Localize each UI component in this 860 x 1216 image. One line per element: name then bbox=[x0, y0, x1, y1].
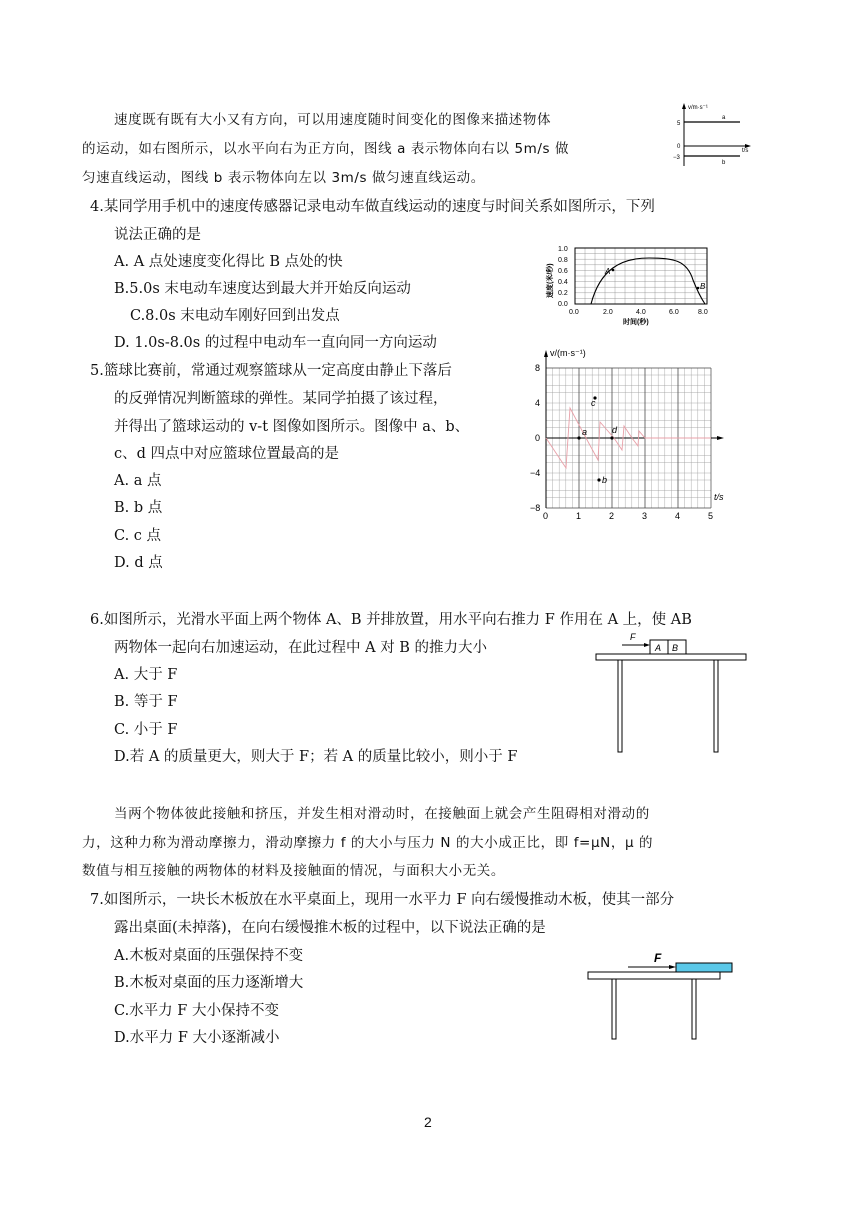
q7-option-d: D.水平力 F 大小逐渐减小 bbox=[114, 1030, 280, 1046]
q6-force-label: F bbox=[630, 632, 636, 642]
q4-stem-line1: 4.某同学用手机中的速度传感器记录电动车做直线运动的速度与时间关系如图所示，下列 bbox=[90, 199, 655, 215]
intro1-line2: 的运动，如右图所示，以水平向右为正方向，图线 a 表示物体向右以 5m/s 做 bbox=[82, 141, 570, 157]
q7-wooden-board bbox=[676, 963, 732, 972]
q4-ytick-0.6: 0.6 bbox=[558, 268, 568, 275]
q6-option-a: A. 大于 F bbox=[114, 667, 178, 683]
q6-blocks-on-table-figure bbox=[592, 628, 752, 758]
q4-xtick-8: 8.0 bbox=[698, 309, 708, 316]
q6-stem-line1: 6.如图所示，光滑水平面上两个物体 A、B 并排放置，用水平向右推力 F 作用在 A 上，使 AB bbox=[90, 612, 692, 628]
small-vt-figure bbox=[672, 100, 752, 170]
q5-stem-line3: 并得出了篮球运动的 v-t 图像如图所示。图像中 a、b、 bbox=[114, 419, 470, 435]
q5-point-a: a bbox=[582, 427, 588, 437]
q5-xtick-2: 2 bbox=[609, 511, 615, 521]
q5-option-a: A. a 点 bbox=[114, 473, 162, 489]
small-vt-tick-0: 0 bbox=[677, 144, 681, 150]
q5-xtick-3: 3 bbox=[642, 511, 648, 521]
q7-stem-line2: 露出桌面(未掉落)，在向右缓慢推木板的过程中，以下说法正确的是 bbox=[114, 920, 546, 936]
q4-xlabel: 时间(秒) bbox=[623, 319, 649, 326]
q4-ytick-0.4: 0.4 bbox=[558, 279, 568, 286]
q4-option-c: C.8.0s 末电动车刚好回到出发点 bbox=[130, 308, 340, 324]
q5-point-c: c bbox=[591, 398, 596, 408]
q5-ytick-neg4: −4 bbox=[530, 468, 541, 478]
q4-ytick-0.0: 0.0 bbox=[558, 301, 568, 308]
q6-stem-line2: 两物体一起向右加速运动，在此过程中 A 对 B 的推力大小 bbox=[114, 640, 488, 656]
small-vt-label-b: b bbox=[722, 160, 726, 166]
q7-force-label: F bbox=[654, 951, 662, 965]
q7-board-on-table-figure bbox=[584, 948, 744, 1048]
q5-xtick-5: 5 bbox=[708, 511, 714, 521]
q5-ytick-8: 8 bbox=[535, 363, 541, 373]
q5-stem-line1: 5.篮球比赛前，常通过观察篮球从一定高度由静止下落后 bbox=[90, 363, 452, 379]
q4-point-b-label: B bbox=[700, 282, 706, 291]
q4-ytick-0.8: 0.8 bbox=[558, 257, 568, 264]
q5-option-d: D. d 点 bbox=[114, 555, 163, 571]
q5-point-b: b bbox=[602, 475, 608, 485]
q4-xtick-6: 6.0 bbox=[669, 309, 679, 316]
q5-option-b: B. b 点 bbox=[114, 500, 163, 516]
q4-speed-time-figure bbox=[545, 240, 715, 330]
q4-option-d: D. 1.0s-8.0s 的过程中电动车一直向同一方向运动 bbox=[114, 335, 437, 351]
small-vt-label-a: a bbox=[722, 115, 726, 121]
small-vt-tick-neg3: −3 bbox=[673, 155, 680, 161]
intro2-line3: 数值与相互接触的两物体的材料及接触面的情况，与面积大小无关。 bbox=[82, 863, 505, 879]
intro2-line1: 当两个物体彼此接触和挤压，并发生相对滑动时，在接触面上就会产生阻碍相对滑动的 bbox=[114, 806, 650, 822]
q5-stem-line2: 的反弹情况判断篮球的弹性。某同学拍摄了该过程， bbox=[114, 391, 448, 407]
small-vt-ylabel: v/m·s⁻¹ bbox=[688, 105, 708, 111]
q4-stem-line2: 说法正确的是 bbox=[114, 227, 201, 243]
q5-ytick-4: 4 bbox=[535, 398, 541, 408]
q4-ytick-0.2: 0.2 bbox=[558, 290, 568, 297]
q6-option-b: B. 等于 F bbox=[114, 694, 178, 710]
q6-option-c: C. 小于 F bbox=[114, 722, 178, 738]
q4-xtick-0: 0.0 bbox=[569, 309, 579, 316]
page-number: 2 bbox=[424, 1114, 432, 1130]
q6-option-d: D.若 A 的质量更大，则大于 F；若 A 的质量比较小，则小于 F bbox=[114, 749, 518, 765]
q7-stem-line1: 7.如图所示，一块长木板放在水平桌面上，现用一水平力 F 向右缓慢推动木板，使其一部分 bbox=[90, 892, 675, 908]
q5-xtick-1: 1 bbox=[576, 511, 582, 521]
q4-ytick-1.0: 1.0 bbox=[558, 246, 568, 253]
q5-option-c: C. c 点 bbox=[114, 528, 162, 544]
q5-xtick-0: 0 bbox=[543, 511, 549, 521]
q5-ytick-neg8: −8 bbox=[530, 503, 541, 513]
small-vt-xlabel: t/s bbox=[742, 148, 749, 154]
q4-ylabel: 速度(米/秒) bbox=[547, 263, 554, 298]
q5-ytick-0: 0 bbox=[535, 433, 541, 443]
q6-block-a-label: A bbox=[655, 643, 662, 653]
q5-point-d: d bbox=[612, 425, 618, 435]
intro1-line1: 速度既有既有大小又有方向，可以用速度随时间变化的图像来描述物体 bbox=[114, 112, 552, 128]
q5-stem-line4: c、d 四点中对应篮球位置最高的是 bbox=[114, 446, 340, 462]
q7-option-a: A.木板对桌面的压强保持不变 bbox=[114, 948, 304, 964]
q7-option-b: B.木板对桌面的压力逐渐增大 bbox=[114, 975, 304, 991]
q4-option-b: B.5.0s 末电动车速度达到最大并开始反向运动 bbox=[114, 281, 411, 297]
small-vt-tick-5: 5 bbox=[677, 121, 681, 127]
q4-xtick-4: 4.0 bbox=[636, 309, 646, 316]
q4-option-a: A. A 点处速度变化得比 B 点处的快 bbox=[114, 254, 343, 270]
q4-xtick-2: 2.0 bbox=[603, 309, 613, 316]
q6-block-b-label: B bbox=[672, 643, 679, 653]
q7-option-c: C.水平力 F 大小保持不变 bbox=[114, 1003, 279, 1019]
q5-xlabel: t/s bbox=[714, 492, 724, 502]
q5-xtick-4: 4 bbox=[675, 511, 681, 521]
q5-basketball-vt-figure bbox=[528, 340, 728, 520]
intro1-line3: 匀速直线运动，图线 b 表示物体向左以 3m/s 做匀速直线运动。 bbox=[82, 170, 485, 186]
intro2-line2: 力，这种力称为滑动摩擦力，滑动摩擦力 f 的大小与压力 N 的大小成正比，即 f=μN，μ 的 bbox=[82, 835, 654, 851]
q5-ylabel: v/(m·s⁻¹) bbox=[550, 348, 586, 358]
q4-point-a-label: A bbox=[605, 267, 611, 276]
